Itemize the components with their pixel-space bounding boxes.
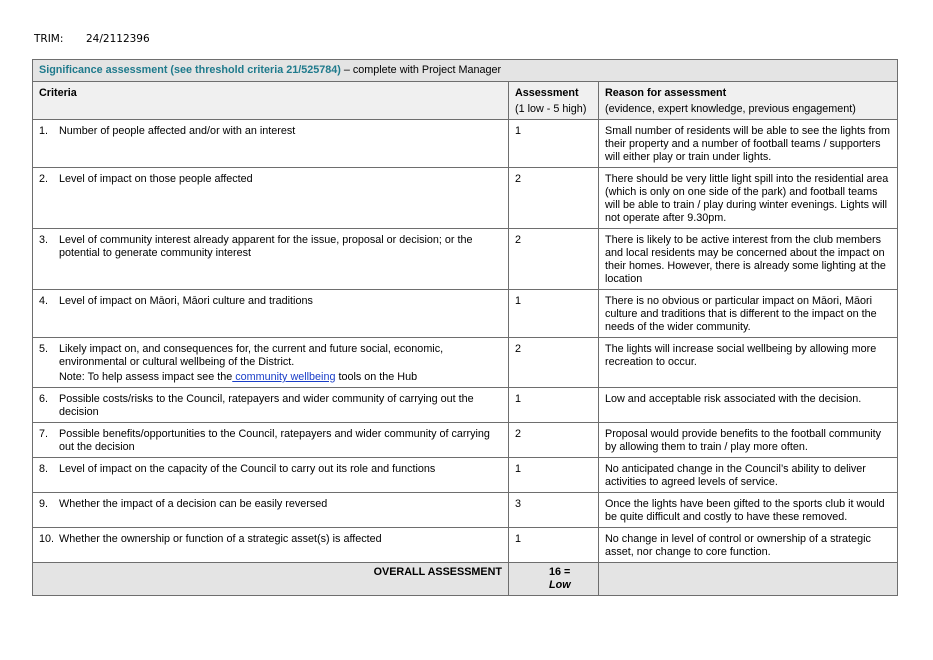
criteria-cell <box>33 168 509 229</box>
table-row <box>33 528 898 563</box>
criteria-text: Level of impact on those people affected <box>59 173 253 185</box>
criteria-text: Possible benefits/opportunities to the Council, ratepayers and wider community of carrying out the decision <box>59 428 490 453</box>
criteria-cell <box>33 338 509 388</box>
assessment-reason: Proposal would provide benefits to the football community by allowing them to train / play more often. <box>599 423 898 458</box>
criteria-number: 8. <box>39 463 49 475</box>
criteria-cell <box>33 528 509 563</box>
overall-empty <box>599 563 898 596</box>
table-row <box>33 493 898 528</box>
criteria-text: Level of impact on the capacity of the Council to carry out its role and functions <box>59 463 436 475</box>
assessment-score: 2 <box>509 423 599 458</box>
criteria-number: 6. <box>39 393 49 405</box>
criteria-note: Note: To help assess impact see the community wellbeing tools on the Hub <box>59 371 418 383</box>
criteria-number: 2. <box>39 173 49 185</box>
criteria-number: 1. <box>39 125 49 137</box>
criteria-cell <box>33 423 509 458</box>
table-header-row <box>33 82 898 120</box>
criteria-text: Level of community interest already apparent for the issue, proposal or decision; or the potential to generate community interest <box>59 234 473 259</box>
assessment-score: 1 <box>509 388 599 423</box>
trim-label: TRIM: <box>34 33 64 45</box>
assessment-reason: No anticipated change in the Council’s ability to deliver activities to agreed levels of service. <box>599 458 898 493</box>
criteria-text: Level of impact on Māori, Māori culture and traditions <box>59 295 313 307</box>
criteria-number: 4. <box>39 295 49 307</box>
criteria-cell <box>33 290 509 338</box>
assessment-reason: Low and acceptable risk associated with the decision. <box>599 388 898 423</box>
overall-score: 16 = Low <box>509 563 599 596</box>
overall-rating: Low <box>549 579 571 591</box>
header-reason: Reason for assessment (evidence, expert knowledge, previous engagement) <box>599 82 898 120</box>
criteria-cell <box>33 458 509 493</box>
table-row <box>33 229 898 290</box>
community-wellbeing-link[interactable]: community wellbeing <box>232 371 336 383</box>
assessment-score: 1 <box>509 458 599 493</box>
table-title-bold: Significance assessment (see threshold criteria 21/525784) <box>39 64 341 76</box>
assessment-score: 2 <box>509 229 599 290</box>
table-row <box>33 290 898 338</box>
assessment-reason: There is likely to be active interest from the club members and local residents may be concerned about the impact on their homes. However, there is already some lighting at the location <box>599 229 898 290</box>
criteria-number: 9. <box>39 498 49 510</box>
criteria-text: Possible costs/risks to the Council, ratepayers and wider community of carrying out the decision <box>59 393 474 418</box>
assessment-score: 1 <box>509 290 599 338</box>
criteria-cell <box>33 388 509 423</box>
table-row <box>33 338 898 388</box>
header-criteria: Criteria <box>33 82 509 120</box>
criteria-text: Likely impact on, and consequences for, the current and future social, economic, environmental or cultural wellbeing of the District. <box>59 343 444 368</box>
header-assessment: Assessment (1 low - 5 high) <box>509 82 599 120</box>
table-title-row <box>33 60 898 82</box>
overall-label: OVERALL ASSESSMENT <box>33 563 509 596</box>
table-row <box>33 120 898 168</box>
criteria-number: 10. <box>39 533 55 545</box>
assessment-score: 2 <box>509 168 599 229</box>
assessment-reason: There is no obvious or particular impact on Māori, Māori culture and traditions that is different to the impact on the needs of the wider community. <box>599 290 898 338</box>
table-row <box>33 423 898 458</box>
assessment-reason: Small number of residents will be able to see the lights from their property and a number of football teams / supporters will either play or train under lights. <box>599 120 898 168</box>
assessment-score: 1 <box>509 528 599 563</box>
criteria-text: Number of people affected and/or with an interest <box>59 125 296 137</box>
criteria-number: 3. <box>39 234 49 246</box>
significance-assessment-table <box>32 59 898 596</box>
trim-number: 24/2112396 <box>86 33 150 45</box>
criteria-number: 7. <box>39 428 49 440</box>
assessment-reason: The lights will increase social wellbeing by allowing more recreation to occur. <box>599 338 898 388</box>
assessment-reason: No change in level of control or ownership of a strategic asset, nor change to core function. <box>599 528 898 563</box>
table-title <box>33 60 898 82</box>
criteria-cell <box>33 493 509 528</box>
assessment-score: 3 <box>509 493 599 528</box>
table-title-rest: – complete with Project Manager <box>340 64 502 76</box>
criteria-cell <box>33 229 509 290</box>
criteria-cell <box>33 120 509 168</box>
trim-reference <box>34 33 150 45</box>
table-row <box>33 458 898 493</box>
criteria-text: Whether the ownership or function of a strategic asset(s) is affected <box>59 533 382 545</box>
assessment-score: 1 <box>509 120 599 168</box>
assessment-score: 2 <box>509 338 599 388</box>
criteria-number: 5. <box>39 343 49 355</box>
assessment-reason: Once the lights have been gifted to the sports club it would be quite difficult and costly to have these removed. <box>599 493 898 528</box>
table-row <box>33 388 898 423</box>
criteria-text: Whether the impact of a decision can be easily reversed <box>59 498 328 510</box>
assessment-reason: There should be very little light spill into the residential area (which is only on one side of the park) and football teams will be able to train / play during winter evenings. Lights will not operate after 9.30pm. <box>599 168 898 229</box>
overall-row <box>33 563 898 596</box>
table-row <box>33 168 898 229</box>
